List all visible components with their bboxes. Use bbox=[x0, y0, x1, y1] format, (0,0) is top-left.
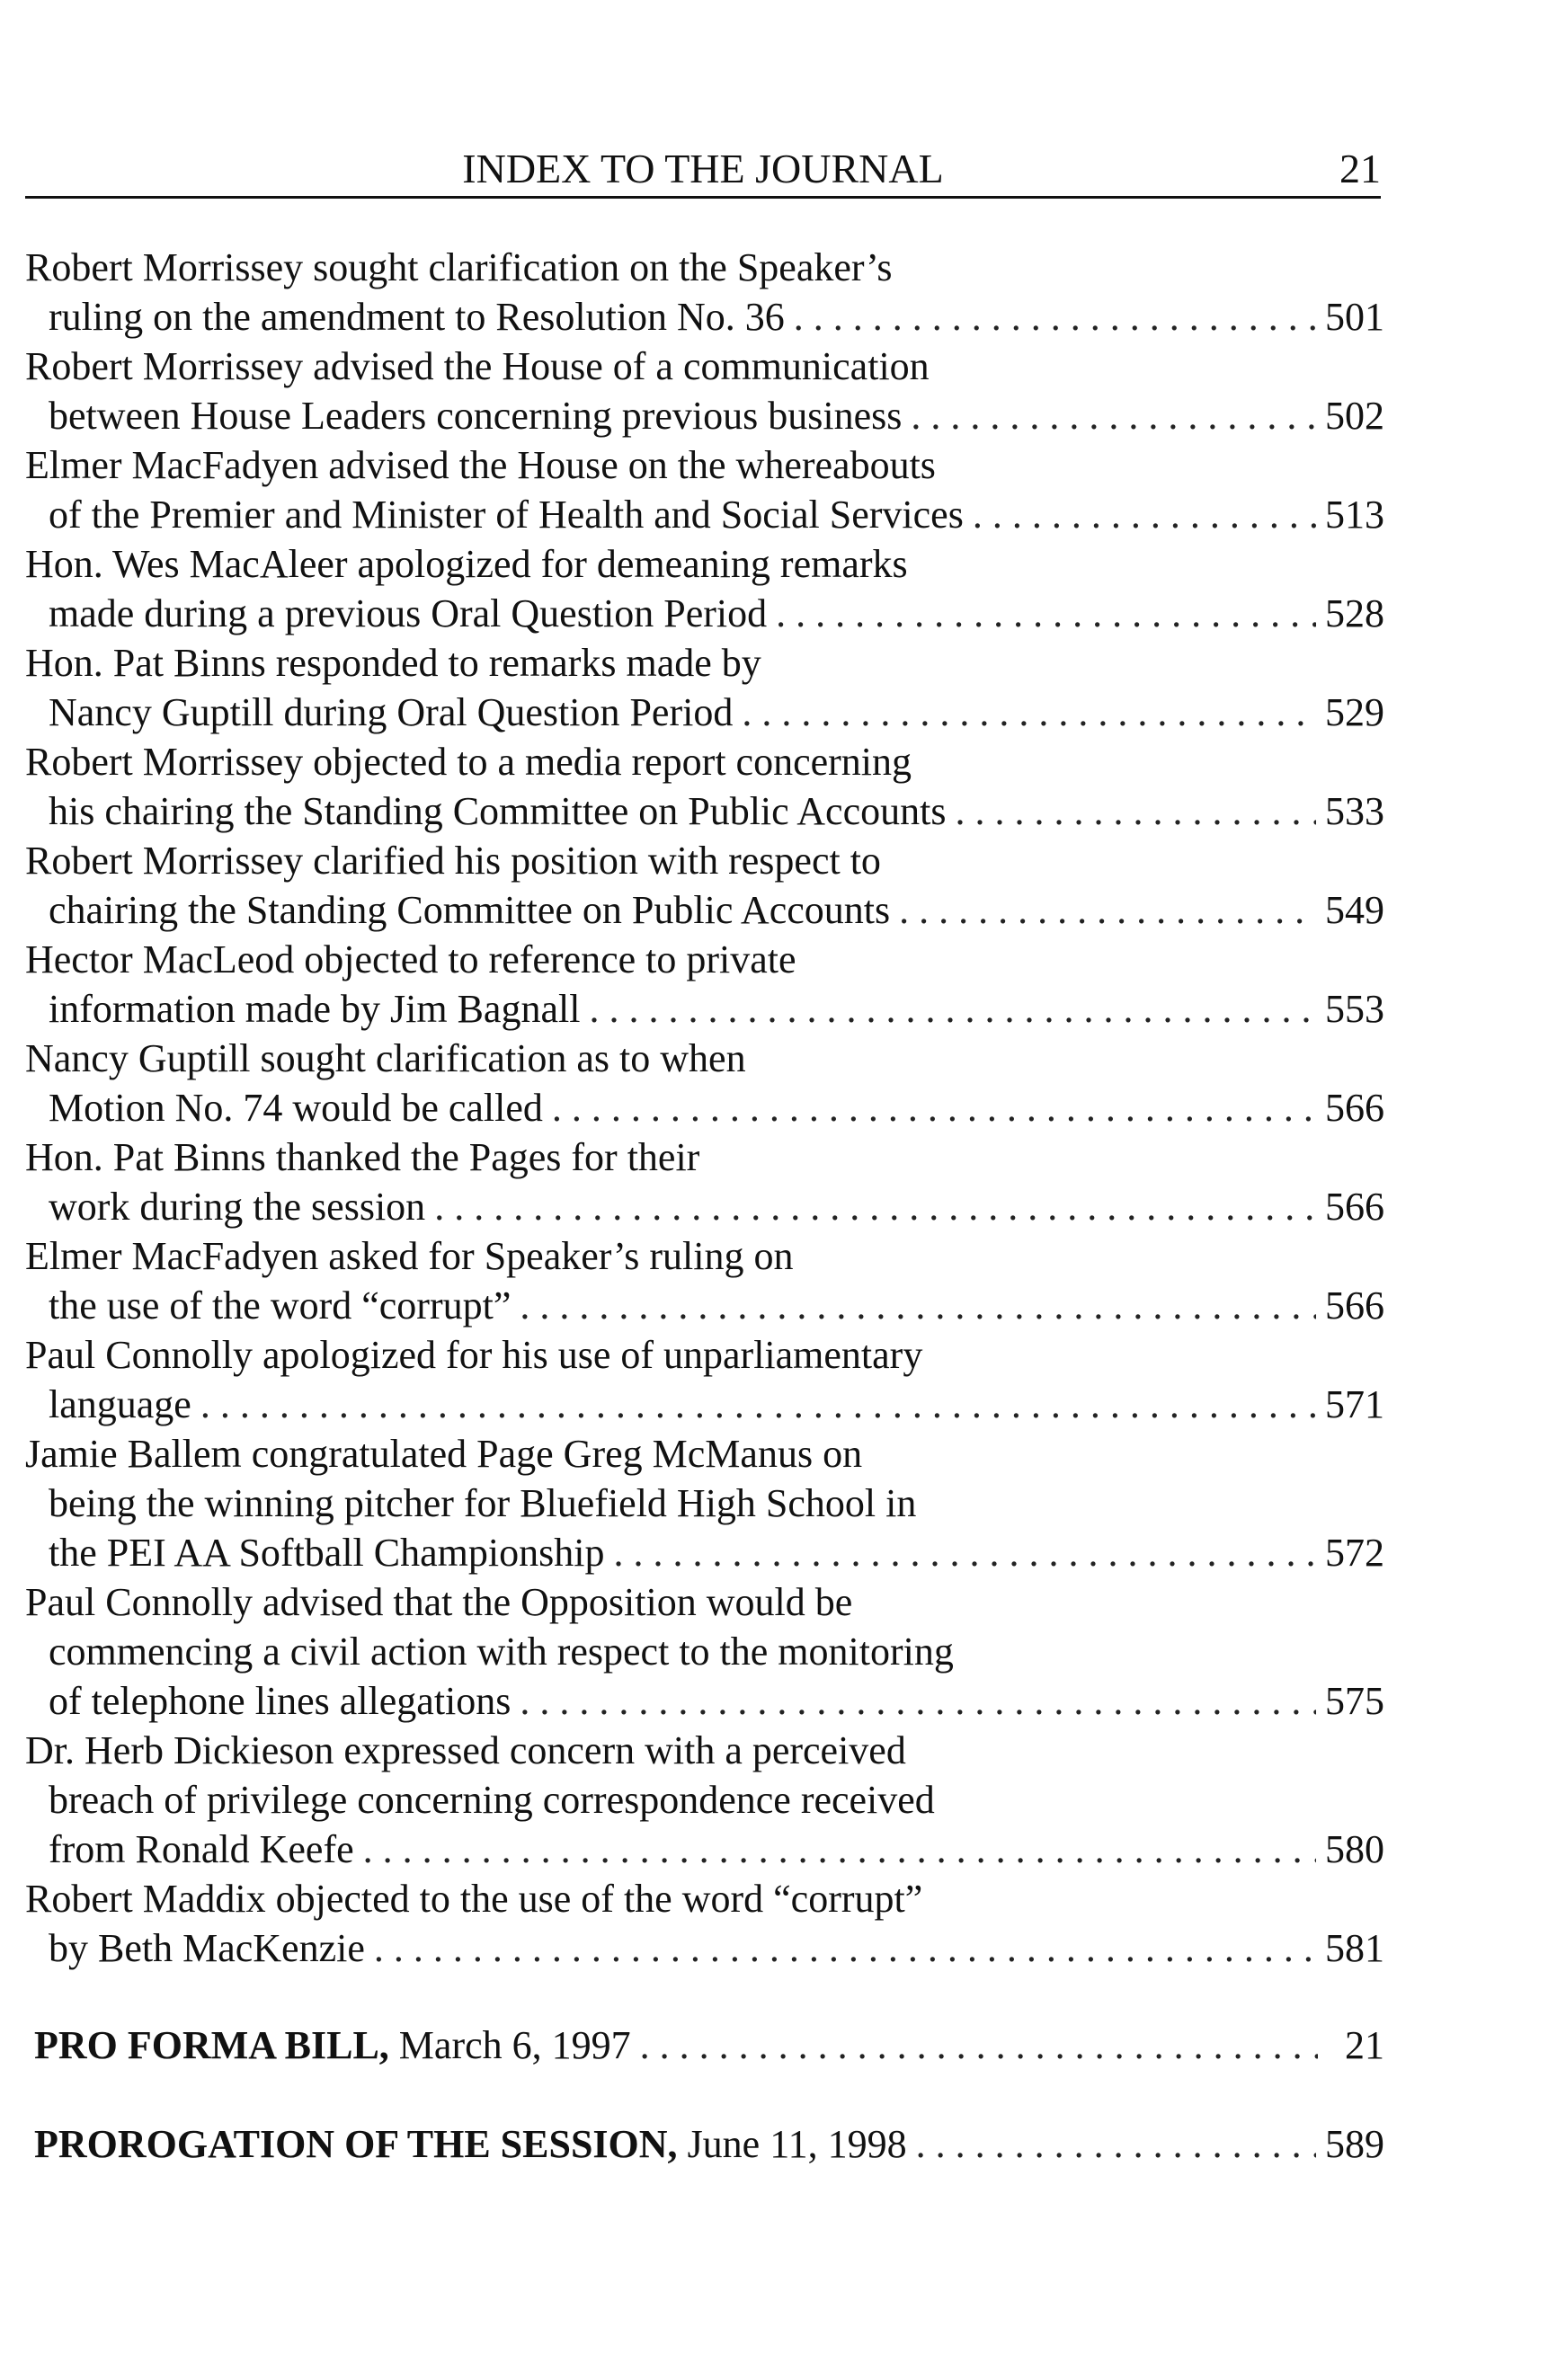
index-entry bbox=[25, 1726, 1384, 1874]
index-entry bbox=[25, 440, 1384, 539]
index-entry bbox=[25, 243, 1384, 342]
topic-detail: March 6, 1997 bbox=[398, 2023, 631, 2067]
dot-leader bbox=[200, 1380, 1316, 1429]
entry-text-line: Robert Morrissey advised the House of a communication bbox=[25, 344, 930, 388]
entry-last-line bbox=[25, 490, 1384, 539]
entry-text-line: Hector MacLeod objected to reference to private bbox=[25, 937, 796, 981]
index-entry bbox=[25, 1231, 1384, 1330]
entry-text-line: the use of the word “corrupt” bbox=[49, 1283, 512, 1328]
entry-text-line: work during the session bbox=[49, 1185, 426, 1229]
entry-text-line: Elmer MacFadyen asked for Speaker’s ruling on bbox=[25, 1234, 794, 1278]
entry-text-line: breach of privilege concerning correspondence received bbox=[49, 1778, 935, 1822]
dot-leader bbox=[640, 2020, 1318, 2070]
entry-text-line: the PEI AA Softball Championship bbox=[49, 1531, 605, 1575]
index-entry bbox=[25, 1034, 1384, 1132]
entry-page-number: 513 bbox=[1325, 493, 1384, 537]
entry-text-line: Dr. Herb Dickieson expressed concern with a perceived bbox=[25, 1728, 906, 1772]
entry-last-line bbox=[25, 885, 1384, 935]
index-entry bbox=[25, 1429, 1384, 1577]
dot-leader bbox=[742, 688, 1316, 737]
dot-leader bbox=[955, 786, 1316, 836]
dot-leader bbox=[973, 490, 1316, 539]
entry-text-line: Motion No. 74 would be called bbox=[49, 1086, 543, 1130]
index-entry bbox=[25, 1874, 1384, 1973]
dot-leader bbox=[776, 589, 1316, 638]
dot-leader bbox=[911, 391, 1316, 440]
entry-text-line: from Ronald Keefe bbox=[49, 1827, 354, 1871]
entry-last-line bbox=[25, 1380, 1384, 1429]
entry-text-line: made during a previous Oral Question Period bbox=[49, 591, 768, 635]
entry-page-number: 571 bbox=[1325, 1382, 1384, 1426]
topic-entry bbox=[34, 2119, 1384, 2169]
entry-text-line: Paul Connolly advised that the Opposition would be bbox=[25, 1580, 853, 1624]
index-entries bbox=[25, 243, 1384, 1973]
topic-heading: PROROGATION OF THE SESSION, bbox=[34, 2122, 678, 2166]
index-entry bbox=[25, 342, 1384, 440]
entry-page-number: 575 bbox=[1325, 1679, 1384, 1723]
entry-text-line: Elmer MacFadyen advised the House on the whereabouts bbox=[25, 443, 936, 487]
entry-page-number: 549 bbox=[1325, 888, 1384, 932]
entry-page-number: 529 bbox=[1325, 690, 1384, 734]
topic-page-number: 589 bbox=[1325, 2122, 1384, 2166]
entry-text-line: Nancy Guptill during Oral Question Period bbox=[49, 690, 734, 734]
header-page-number: 21 bbox=[1339, 146, 1381, 191]
dot-leader bbox=[916, 2119, 1316, 2169]
dot-leader bbox=[613, 1528, 1316, 1577]
index-entry bbox=[25, 1132, 1384, 1231]
entry-page-number: 566 bbox=[1325, 1185, 1384, 1229]
entry-page-number: 566 bbox=[1325, 1086, 1384, 1130]
dot-leader bbox=[374, 1923, 1316, 1973]
entry-last-line bbox=[25, 589, 1384, 638]
entry-text-line: commencing a civil action with respect to the monitoring bbox=[49, 1630, 954, 1674]
entry-last-line bbox=[25, 1528, 1384, 1577]
entry-text-line: chairing the Standing Committee on Public Accounts bbox=[49, 888, 891, 932]
index-entry bbox=[25, 539, 1384, 638]
entry-text-line: Paul Connolly apologized for his use of unparliamentary bbox=[25, 1333, 923, 1377]
entry-text-line: language bbox=[49, 1382, 191, 1426]
index-entry bbox=[25, 836, 1384, 935]
entry-text-line: information made by Jim Bagnall bbox=[49, 987, 581, 1031]
entry-last-line bbox=[25, 786, 1384, 836]
entry-text-line: Robert Maddix objected to the use of the word “corrupt” bbox=[25, 1877, 923, 1921]
entry-page-number: 581 bbox=[1325, 1926, 1384, 1970]
dot-leader bbox=[552, 1083, 1316, 1132]
entry-last-line bbox=[25, 391, 1384, 440]
entry-page-number: 566 bbox=[1325, 1283, 1384, 1328]
entry-last-line bbox=[25, 984, 1384, 1034]
entry-page-number: 533 bbox=[1325, 789, 1384, 833]
index-entry bbox=[25, 935, 1384, 1034]
entry-page-number: 572 bbox=[1325, 1531, 1384, 1575]
entry-text-line: Hon. Wes MacAleer apologized for demeaning remarks bbox=[25, 542, 908, 586]
entry-text-line: ruling on the amendment to Resolution No. 36 bbox=[49, 295, 785, 339]
entry-page-number: 502 bbox=[1325, 394, 1384, 438]
topic-detail: June 11, 1998 bbox=[687, 2122, 907, 2166]
topic-heading: PRO FORMA BILL, bbox=[34, 2023, 389, 2067]
dot-leader bbox=[520, 1676, 1316, 1726]
entry-text-line: of the Premier and Minister of Health and Social Services bbox=[49, 493, 964, 537]
dot-leader bbox=[589, 984, 1316, 1034]
entry-last-line bbox=[25, 1923, 1384, 1973]
entry-text-line: Robert Morrissey clarified his position with respect to bbox=[25, 839, 881, 883]
index-entry bbox=[25, 737, 1384, 836]
entry-page-number: 553 bbox=[1325, 987, 1384, 1031]
entry-last-line bbox=[25, 1676, 1384, 1726]
entry-page-number: 528 bbox=[1325, 591, 1384, 635]
index-entry bbox=[25, 1330, 1384, 1429]
entry-text-line: being the winning pitcher for Bluefield High School in bbox=[49, 1481, 917, 1525]
dot-leader bbox=[434, 1182, 1316, 1231]
entry-last-line bbox=[25, 292, 1384, 342]
entry-page-number: 501 bbox=[1325, 295, 1384, 339]
entry-text-line: Jamie Ballem congratulated Page Greg McManus on bbox=[25, 1432, 863, 1476]
topic-page-number: 21 bbox=[1345, 2023, 1384, 2067]
entry-text-line: Robert Morrissey objected to a media report concerning bbox=[25, 740, 912, 784]
entry-last-line bbox=[25, 688, 1384, 737]
entry-last-line bbox=[25, 1281, 1384, 1330]
page-header bbox=[25, 142, 1381, 199]
index-entry bbox=[25, 638, 1384, 737]
entry-text-line: Hon. Pat Binns thanked the Pages for their bbox=[25, 1135, 700, 1179]
entry-page-number: 580 bbox=[1325, 1827, 1384, 1871]
index-entry bbox=[25, 1577, 1384, 1726]
dot-leader bbox=[794, 292, 1316, 342]
dot-leader bbox=[899, 885, 1316, 935]
dot-leader bbox=[520, 1281, 1316, 1330]
topic-entry bbox=[34, 2020, 1384, 2070]
entry-text-line: between House Leaders concerning previous business bbox=[49, 394, 903, 438]
header-title: INDEX TO THE JOURNAL bbox=[462, 146, 944, 191]
entry-text-line: Robert Morrissey sought clarification on the Speaker’s bbox=[25, 245, 893, 289]
entry-last-line bbox=[25, 1182, 1384, 1231]
entry-text-line: Hon. Pat Binns responded to remarks made by bbox=[25, 641, 761, 685]
entry-text-line: his chairing the Standing Committee on Public Accounts bbox=[49, 789, 947, 833]
entry-text-line: of telephone lines allegations bbox=[49, 1679, 512, 1723]
entry-last-line bbox=[25, 1825, 1384, 1874]
entry-text-line: by Beth MacKenzie bbox=[49, 1926, 365, 1970]
dot-leader bbox=[363, 1825, 1316, 1874]
entry-last-line bbox=[25, 1083, 1384, 1132]
entry-text-line: Nancy Guptill sought clarification as to when bbox=[25, 1036, 746, 1080]
